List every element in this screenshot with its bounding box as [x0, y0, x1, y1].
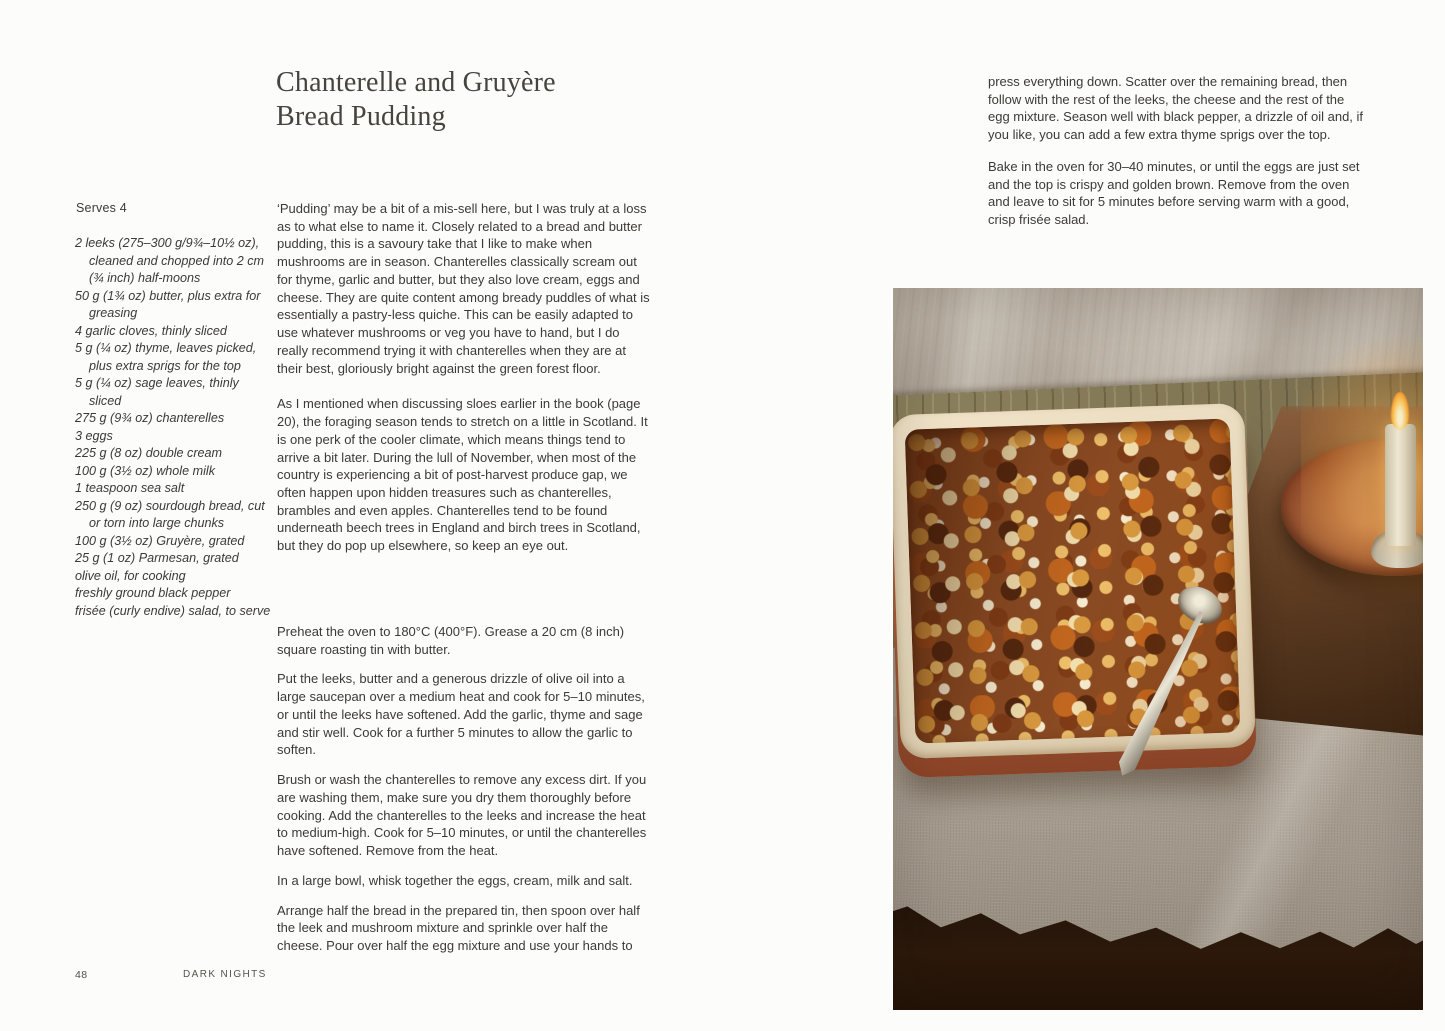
chapter-label: DARK NIGHTS	[183, 969, 267, 980]
bread-pudding-food	[905, 418, 1241, 743]
ingredient-item: 3 eggs	[75, 428, 113, 443]
method-paragraph: Arrange half the bread in the prepared tin, then spoon over half the leek and mushroom mixture and sprinkle over half the cheese. Pour over half the egg mixture and use your hands to	[277, 902, 640, 954]
serves-label: Serves 4	[76, 201, 127, 215]
ingredient-item: 100 g (3½ oz) Gruyère, grated	[75, 533, 245, 548]
ingredient-item: 250 g (9 oz) sourdough bread, cut or torn into large chunks	[75, 498, 265, 530]
ingredient-item: 5 g (¼ oz) sage leaves, thinly sliced	[75, 376, 239, 408]
recipe-title	[276, 66, 696, 134]
method-paragraph: Bake in the oven for 30–40 minutes, or until the eggs are just set and the top is crispy and golden brown. Remove from the oven and leave to sit for 5 minutes before serving warm with a good, crisp frisée salad.	[988, 158, 1360, 228]
candle	[1385, 424, 1416, 546]
method-paragraph: In a large bowl, whisk together the eggs, cream, milk and salt.	[277, 872, 633, 888]
method-text	[277, 623, 651, 967]
ingredient-item: 50 g (1¾ oz) butter, plus extra for greasing	[75, 288, 261, 320]
ingredient-item: 4 garlic cloves, thinly sliced	[75, 323, 227, 338]
page-number: 48	[75, 969, 88, 981]
ingredient-item: 1 teaspoon sea salt	[75, 481, 185, 495]
recipe-photo	[893, 288, 1423, 1010]
ingredient-item: 100 g (3½ oz) whole milk	[75, 463, 215, 478]
method-paragraph: Brush or wash the chanterelles to remove any excess dirt. If you are washing them, make sure you dry them thoroughly before cooking. Add the chanterelles to the leeks and increase the heat to medium-high. Cook for 5–10 minutes, or until the chanterelles have softened. Remove from the heat.	[277, 772, 647, 859]
intro-text	[277, 200, 651, 573]
intro-paragraph: As I mentioned when discussing sloes earlier in the book (page 20), the foraging season tends to stretch on a little in Scotland. It is one perk of the cooler climate, which means things tend to arrive a bit later. During the lull of November, when most of the country is experiencing a bit of post-harvest produce gap, we often happen upon hidden treasures such as chanterelles, brambles and even apples. Chanterelles tend to be found underneath beech trees in England and birch trees in Scotland, but they do pop up elsewhere, so keep an eye out.	[277, 396, 648, 554]
intro-paragraph: ‘Pudding’ may be a bit of a mis-sell here, but I was truly at a loss as to what else to name it. Closely related to a bread and butter pudding, this is a savoury take that I like to make when mushrooms are in season. Chanterelles classically scream out for thyme, garlic and butter, but they also love cream, eggs and cheese. They are quite content among bready puddles of what is essentially a pastry-less quiche. This can be easily adapted to use whatever mushrooms or veg you have to hand, but I do really recommend trying it with chanterelles when they are at their best, gloriously bright against the green forest floor.	[277, 201, 650, 376]
recipe-title-line2: Bread Pudding	[276, 101, 446, 133]
method-continuation-text	[988, 73, 1366, 243]
method-paragraph: press everything down. Scatter over the remaining bread, then follow with the rest of the leeks, the cheese and the rest of the egg mixture. Season well with black pepper, a drizzle of oil and, if you like, you can add a few extra thyme sprigs over the top.	[988, 74, 1364, 143]
ingredient-item: 25 g (1 oz) Parmesan, grated	[75, 551, 239, 565]
ingredient-item: freshly ground black pepper	[75, 586, 231, 600]
ingredient-item: 5 g (¼ oz) thyme, leaves picked, plus extra sprigs for the top	[75, 341, 257, 373]
ingredients-list	[75, 235, 271, 620]
ingredient-item: frisée (curly endive) salad, to serve	[75, 603, 271, 618]
method-paragraph: Put the leeks, butter and a generous drizzle of olive oil into a large saucepan over a medium heat and cook for 5–10 minutes, or until the leeks have softened. Add the garlic, thyme and sage and stir well. Cook for a further 5 minutes to allow the garlic to soften.	[277, 671, 645, 758]
ingredient-item: 2 leeks (275–300 g/9¾–10½ oz), cleaned and chopped into 2 cm (¾ inch) half-moons	[75, 236, 265, 285]
ingredient-item: 275 g (9¾ oz) chanterelles	[75, 411, 225, 425]
ingredient-item: olive oil, for cooking	[75, 568, 186, 583]
method-paragraph: Preheat the oven to 180°C (400°F). Grease a 20 cm (8 inch) square roasting tin with butter.	[277, 624, 625, 657]
baking-dish	[893, 403, 1256, 759]
ingredient-item: 225 g (8 oz) double cream	[75, 446, 223, 460]
recipe-title-line1: Chanterelle and Gruyère	[276, 67, 556, 98]
